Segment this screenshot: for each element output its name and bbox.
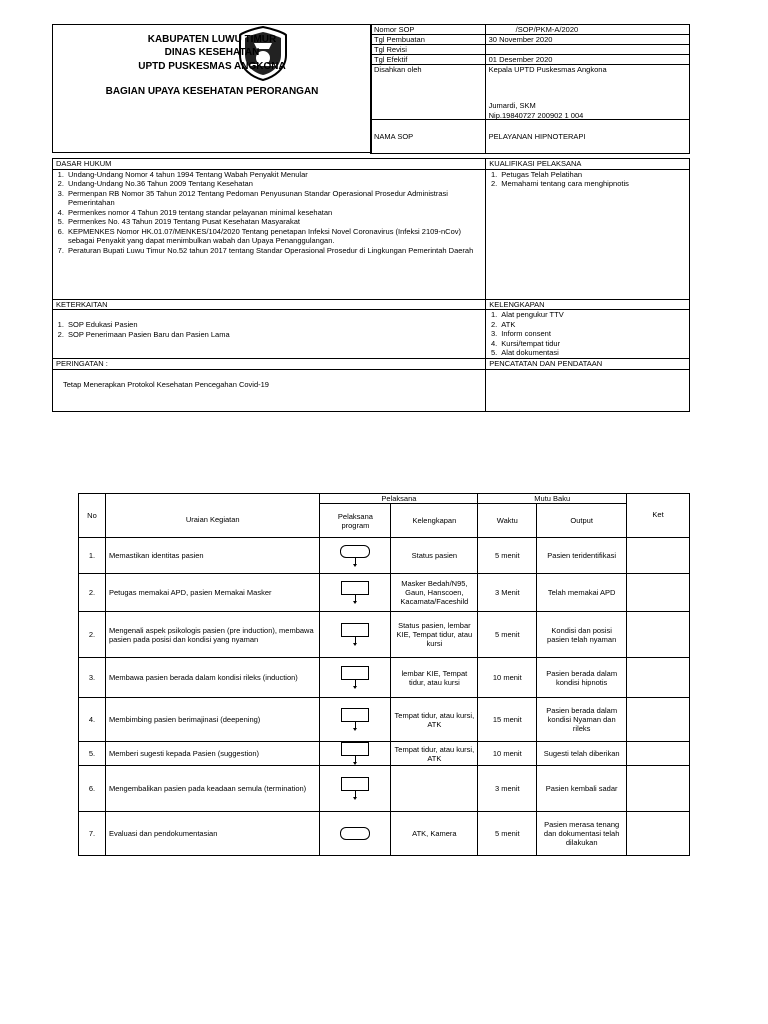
peringatan-title: PERINGATAN : [53, 359, 486, 370]
row-uraian: Evaluasi dan pendokumentasian [105, 812, 320, 856]
row-symbol [320, 612, 391, 658]
row-symbol [320, 766, 391, 812]
meta-value: 01 Desember 2020 [485, 55, 689, 65]
row-waktu: 15 menit [478, 698, 537, 742]
row-no: 6. [79, 766, 106, 812]
nama-sop-label: NAMA SOP [371, 120, 486, 154]
row-ket [627, 766, 690, 812]
row-no: 4. [79, 698, 106, 742]
list-item: 2. Memahami tentang cara menghipnotis [499, 179, 686, 189]
row-output: Kondisi dan posisi pasien telah nyaman [537, 612, 627, 658]
sop-meta-table [370, 24, 690, 154]
row-kelengkapan: Status pasien [391, 538, 478, 574]
keterkaitan-cell [53, 310, 486, 359]
list-item: 4. Permenkes nomor 4 Tahun 2019 tentang standar pelayanan minimal kesehatan [66, 208, 482, 218]
row-symbol [320, 574, 391, 612]
signer-nip: Nip.19840727 200902 1 004 [488, 111, 584, 120]
row-kelengkapan [391, 766, 478, 812]
col-pelaksana-program: Pelaksana program [320, 504, 391, 538]
table-row [79, 574, 690, 612]
kualifikasi-list [489, 170, 686, 189]
meta-value [485, 45, 689, 55]
signer-name: Jumardi, SKM [488, 101, 536, 110]
arrow-head-icon [353, 728, 357, 731]
row-kelengkapan: lembar KIE, Tempat tidur, atau kursi [391, 658, 478, 698]
row-no: 2. [79, 574, 106, 612]
arrow-head-icon [353, 643, 357, 646]
list-item: 3. Permenpan RB Nomor 35 Tahun 2012 Tentang Pedoman Penyusunan Standar Operasional Prosedur Administrasi Pemerintahan [66, 189, 482, 208]
header-uptd: UPTD PUSKESMAS ANGKONA [138, 61, 286, 72]
sop-sections-table [52, 158, 690, 412]
keterkaitan-list [56, 320, 482, 339]
list-item: 3. Inform consent [499, 329, 686, 339]
flow-process-symbol [341, 623, 369, 637]
row-symbol [320, 538, 391, 574]
meta-value: /SOP/PKM-A/2020 [485, 25, 689, 35]
table-row [79, 812, 690, 856]
row-ket [627, 658, 690, 698]
pencatatan-cell [486, 369, 690, 411]
col-ket: Ket [627, 494, 690, 538]
meta-label: Tgl Revisi [371, 45, 486, 55]
row-output: Pasien teridentifikasi [537, 538, 627, 574]
table-row [79, 698, 690, 742]
row-output: Sugesti telah diberikan [537, 742, 627, 766]
row-waktu: 10 menit [478, 742, 537, 766]
row-waktu: 5 menit [478, 538, 537, 574]
row-no: 7. [79, 812, 106, 856]
row-output: Pasien kembali sadar [537, 766, 627, 812]
list-item: 1. Alat pengukur TTV [499, 310, 686, 320]
flow-process-symbol [341, 666, 369, 680]
peringatan-text: Tetap Menerapkan Protokol Kesehatan Pencegahan Covid-19 [53, 369, 486, 411]
row-kelengkapan: Tempat tidur, atau kursi, ATK [391, 742, 478, 766]
row-ket [627, 538, 690, 574]
row-waktu: 5 menit [478, 612, 537, 658]
row-ket [627, 698, 690, 742]
row-no: 2. [79, 612, 106, 658]
meta-label: Tgl Efektif [371, 55, 486, 65]
row-output: Telah memakai APD [537, 574, 627, 612]
row-kelengkapan: Status pasien, lembar KIE, Tempat tidur, atau kursi [391, 612, 478, 658]
dasar-hukum-list [56, 170, 482, 256]
row-ket [627, 812, 690, 856]
col-pelaksana: Pelaksana [320, 494, 478, 504]
meta-label: Tgl Pembuatan [371, 35, 486, 45]
col-mutu-baku: Mutu Baku [478, 494, 627, 504]
table-row [79, 766, 690, 812]
row-kelengkapan: ATK, Kamera [391, 812, 478, 856]
table-row [79, 742, 690, 766]
row-no: 5. [79, 742, 106, 766]
list-item: 7. Peraturan Bupati Luwu Timur No.52 tahun 2017 tentang Standar Operasional Prosedur di Lingkungan Pemerintah Daerah [66, 246, 482, 256]
row-symbol [320, 698, 391, 742]
row-waktu: 3 Menit [478, 574, 537, 612]
meta-label: Disahkan oleh [371, 65, 486, 120]
arrow-head-icon [353, 564, 357, 567]
table-row [79, 538, 690, 574]
row-symbol [320, 658, 391, 698]
list-item: 5. Alat dokumentasi [499, 348, 686, 358]
row-symbol [320, 812, 391, 856]
meta-value: 30 November 2020 [485, 35, 689, 45]
kelengkapan-list [489, 310, 686, 358]
row-uraian: Memastikan identitas pasien [105, 538, 320, 574]
row-symbol [320, 742, 391, 766]
row-ket [627, 612, 690, 658]
header-bagian: BAGIAN UPAYA KESEHATAN PERORANGAN [105, 86, 319, 97]
row-output: Pasien berada dalam kondisi hipnotis [537, 658, 627, 698]
list-item: 2. ATK [499, 320, 686, 330]
header-box [52, 24, 372, 153]
table-row [79, 658, 690, 698]
row-output: Pasien merasa tenang dan dokumentasi telah dilakukan [537, 812, 627, 856]
row-uraian: Membimbing pasien berimajinasi (deepening) [105, 698, 320, 742]
list-item: 5. Permenkes No. 43 Tahun 2019 Tentang Pusat Kesehatan Masyarakat [66, 217, 482, 227]
dasar-hukum-title: DASAR HUKUM [53, 159, 486, 170]
flow-process-symbol [341, 777, 369, 791]
header-regency: KABUPATEN LUWU TIMUR [147, 34, 277, 45]
arrow-head-icon [353, 797, 357, 800]
flow-process-symbol [341, 708, 369, 722]
flow-body [79, 538, 690, 856]
meta-label: Nomor SOP [371, 25, 486, 35]
list-item: 1. SOP Edukasi Pasien [66, 320, 482, 330]
list-item: 1. Petugas Telah Pelatihan [499, 170, 686, 180]
row-waktu: 5 menit [478, 812, 537, 856]
kelengkapan-cell [486, 310, 690, 359]
row-uraian: Mengenali aspek psikologis pasien (pre induction), membawa pasien pada posisi dan kondisi yang nyaman [105, 612, 320, 658]
flow-process-symbol [341, 742, 369, 756]
col-no: No [79, 494, 106, 538]
row-kelengkapan: Tempat tidur, atau kursi, ATK [391, 698, 478, 742]
row-uraian: Membawa pasien berada dalam kondisi rileks (induction) [105, 658, 320, 698]
row-no: 3. [79, 658, 106, 698]
row-waktu: 10 menit [478, 658, 537, 698]
arrow-head-icon [353, 686, 357, 689]
meta-value: Kepala UPTD Puskesmas Angkona [488, 65, 607, 74]
row-output: Pasien berada dalam kondisi Nyaman dan rileks [537, 698, 627, 742]
list-item: 4. Kursi/tempat tidur [499, 339, 686, 349]
flow-process-symbol [341, 581, 369, 595]
pencatatan-title: PENCATATAN DAN PENDATAAN [486, 359, 690, 370]
row-ket [627, 742, 690, 766]
row-uraian: Petugas memakai APD, pasien Memakai Masker [105, 574, 320, 612]
row-waktu: 3 menit [478, 766, 537, 812]
col-uraian: Uraian Kegiatan [105, 494, 320, 538]
flow-terminal-symbol [340, 827, 370, 840]
col-kelengkapan: Kelengkapan [391, 504, 478, 538]
header-dinas: DINAS KESEHATAN [164, 47, 260, 58]
kualifikasi-title: KUALIFIKASI PELAKSANA [486, 159, 690, 170]
row-kelengkapan: Masker Bedah/N95, Gaun, Hanscoen, Kacamata/Faceshild [391, 574, 478, 612]
dasar-hukum-cell [53, 169, 486, 299]
row-no: 1. [79, 538, 106, 574]
keterkaitan-title: KETERKAITAN [53, 299, 486, 310]
kualifikasi-cell [486, 169, 690, 299]
list-item: 6. KEPMENKES Nomor HK.01.07/MENKES/104/2020 Tentang penetapan Infeksi Novel Coronavirus (Infeksi 2109-nCov) sebagai Penyakit yang dapat menimbulkan wabah dan Upaya Penanggulangan. [66, 227, 482, 246]
list-item: 2. SOP Penerimaan Pasien Baru dan Pasien Lama [66, 330, 482, 340]
kelengkapan-title: KELENGKAPAN [486, 299, 690, 310]
col-waktu: Waktu [478, 504, 537, 538]
col-output: Output [537, 504, 627, 538]
row-uraian: Memberi sugesti kepada Pasien (suggestion) [105, 742, 320, 766]
row-ket [627, 574, 690, 612]
flowchart-table [78, 493, 690, 856]
row-uraian: Mengembalikan pasien pada keadaan semula (termination) [105, 766, 320, 812]
table-row [79, 612, 690, 658]
list-item: 1. Undang-Undang Nomor 4 tahun 1994 Tentang Wabah Penyakit Menular [66, 170, 482, 180]
arrow-head-icon [353, 601, 357, 604]
nama-sop-value: PELAYANAN HIPNOTERAPI [485, 120, 689, 154]
flow-terminal-symbol [340, 545, 370, 558]
list-item: 2. Undang-Undang No.36 Tahun 2009 Tentang Kesehatan [66, 179, 482, 189]
